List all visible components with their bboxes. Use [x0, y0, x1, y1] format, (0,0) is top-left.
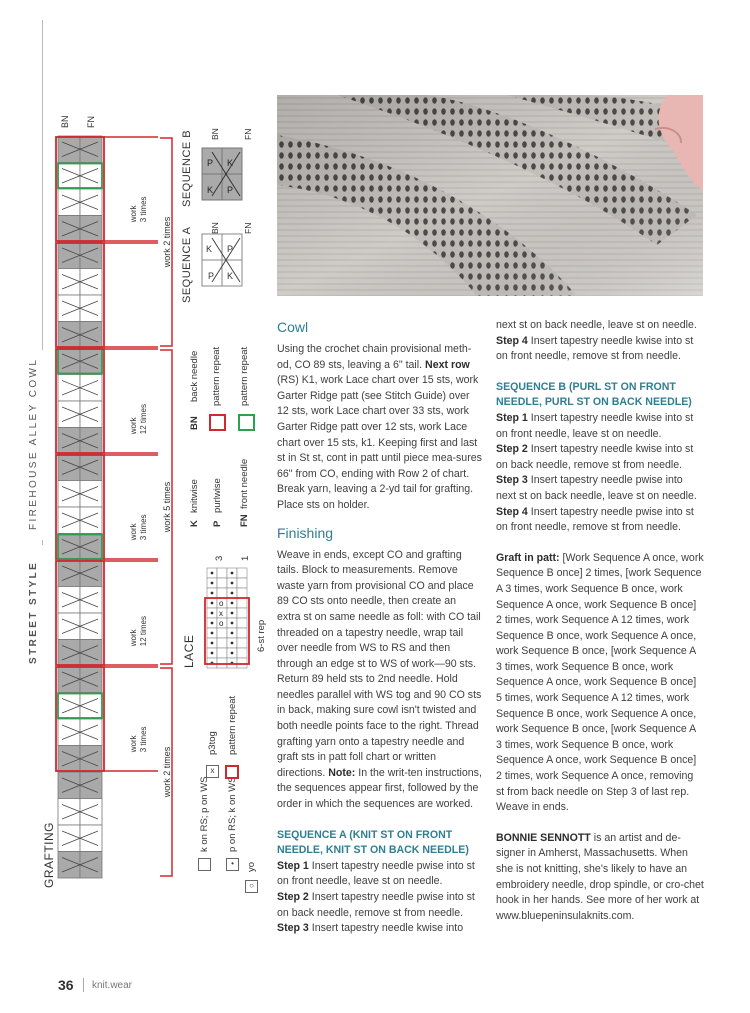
graft-cell-bn [58, 136, 80, 163]
text-column-2 [496, 318, 704, 924]
cowl-photo [277, 95, 703, 296]
graft-cell-bn [58, 587, 80, 614]
sequence-a-heading: SEQUENCE A (KNIT ST ON FRONT NEEDLE, KNIT ST ON BACK NEEDLE) [277, 828, 469, 857]
graft-cell-bn [58, 401, 80, 428]
graft-cell-bn [58, 825, 80, 852]
graft-group-label: work12 times [129, 404, 148, 435]
cowl-heading: Cowl [277, 319, 309, 335]
sequence-a-step-3-cont: next st on back needle, leave st on needle. [496, 319, 697, 331]
graft-cell-bn [58, 666, 80, 693]
sequence-a-title: SEQUENCE A [181, 226, 193, 303]
graft-repeat-leader [104, 137, 158, 241]
graft-group-label: work3 times [129, 726, 148, 753]
lace-purl-dot [231, 592, 234, 595]
svg-text:K: K [206, 244, 213, 254]
graft-cell-fn [80, 481, 102, 508]
lace-purl-dot [231, 572, 234, 575]
lace-purl-dot [231, 602, 234, 605]
lace-purl-dot [211, 592, 214, 595]
sequence-b-chart [200, 146, 250, 204]
lace-row-3: 3 [214, 555, 225, 561]
legend-fn-text: front needle [239, 458, 250, 509]
graft-cell-bn [58, 560, 80, 587]
key-yo-text: yo [246, 861, 257, 872]
graft-cell-fn [80, 163, 102, 190]
cowl-instructions: Using the crochet chain provisional meth-od, CO 89 sts, leaving a 6" tail. Next row (RS) K1, work Lace chart over 15 sts, work Garter Ridge patt (see Stitch Guide) over 12 sts, work Lace chart over 33 sts, work Garter Ridge patt over 12 sts, work Lace chart over 15 sts, k1. Keeping first and last st in St st, cont in patt until piece mea-sures 66" from CO, ending with Row 2 of chart. Break yarn, leaving a 2-yd tail for grafting. Place sts on holder. [277, 343, 482, 511]
graft-cell-fn [80, 189, 102, 216]
lace-purl-dot [231, 632, 234, 635]
footer-divider [83, 978, 84, 992]
graft-cell-bn [58, 693, 80, 720]
grafting-chart [54, 132, 184, 922]
graft-cell-bn [58, 799, 80, 826]
grafting-fn-label: FN [86, 116, 96, 128]
graft-cell-bn [58, 640, 80, 667]
graft-cell-fn [80, 587, 102, 614]
lace-purl-dot [231, 622, 234, 625]
running-head-pattern: FIREHOUSE ALLEY COWL [28, 357, 39, 530]
lace-cell [237, 588, 247, 598]
graft-cell-bn [58, 454, 80, 481]
graft-group-label: work3 times [129, 196, 148, 223]
lace-cell [217, 568, 227, 578]
lace-cell [237, 648, 247, 658]
lace-cell [217, 658, 227, 668]
graft-cell-bn [58, 375, 80, 402]
lace-purl-dot [211, 602, 214, 605]
lace-cell [237, 628, 247, 638]
graft-cell-bn [58, 242, 80, 269]
svg-text:K: K [227, 271, 234, 281]
lace-title: LACE [182, 634, 196, 668]
graft-instructions: Graft in patt: [Work Sequence A once, work Sequence B once] 2 times, [work Sequence A 3 times, work Sequence B once, work Sequence A once, work Sequence B once] 2 times, work Sequence A 12 times, work Sequence B once, work Sequence A once, work Sequence B once, [work Sequence A 3 times, work Sequence B once, work Sequence A once, work Sequence B once] 5 times, work Sequence A 12 times, work Sequence B once, work Sequence A once, work Sequence B once, [work Sequence A 3 times, work Sequence B once, work Sequence A once, work Sequence B once] 2 times, work Sequence A once, removing st from back needle on Step 3 of last rep. Weave in ends. [496, 551, 704, 814]
lace-cell [217, 638, 227, 648]
lace-repeat-label: 6-st rep [256, 619, 267, 652]
graft-bracket-label: work 5 times [162, 481, 172, 533]
graft-cell-fn [80, 507, 102, 534]
graft-cell-bn [58, 163, 80, 190]
graft-cell-bn [58, 507, 80, 534]
graft-cell-bn [58, 428, 80, 455]
key-purl-text: p on RS; k on WS [227, 776, 238, 852]
lace-purl-dot [211, 572, 214, 575]
lace-cell [237, 618, 247, 628]
graft-group-label: work12 times [129, 616, 148, 647]
svg-text:P: P [208, 271, 215, 281]
lace-symbol: x [219, 609, 223, 618]
graft-cell-fn [80, 799, 102, 826]
graft-cell-fn [80, 852, 102, 879]
graft-cell-fn [80, 454, 102, 481]
lace-symbol: o [219, 619, 224, 628]
lace-purl-dot [211, 622, 214, 625]
graft-cell-bn [58, 216, 80, 243]
lace-cell [217, 588, 227, 598]
running-head-divider [42, 540, 43, 545]
sequence-b-fn-label: FN [243, 128, 253, 140]
graft-cell-fn [80, 295, 102, 322]
graft-cell-fn [80, 322, 102, 349]
lace-cell [237, 638, 247, 648]
sequence-a-step-3: Step 3 Insert tapestry needle kwise into [277, 922, 464, 935]
key-knit-box [198, 858, 211, 871]
legend-green-text: pattern repeat [239, 346, 250, 406]
graft-cell-fn [80, 640, 102, 667]
graft-repeat-leader [104, 561, 158, 665]
margin-rule [42, 20, 43, 350]
sequence-a-bn-label: BN [210, 222, 220, 234]
graft-cell-bn [58, 189, 80, 216]
lace-row-1: 1 [240, 555, 251, 561]
sequence-b-step-1: Step 1 Insert tapestry needle kwise into st on front needle, leave st on needle. [496, 411, 694, 440]
sequence-a-chart [200, 232, 250, 290]
graft-cell-fn [80, 746, 102, 773]
lace-purl-dot [211, 652, 214, 655]
graft-cell-fn [80, 613, 102, 640]
lace-purl-dot [211, 612, 214, 615]
key-repeat-swatch [225, 765, 239, 779]
graft-cell-bn [58, 746, 80, 773]
graft-cell-bn [58, 719, 80, 746]
sequence-b-bn-label: BN [210, 128, 220, 140]
page-number: 36 [58, 977, 74, 993]
graft-repeat-leader [104, 667, 158, 771]
finishing-instructions: Weave in ends, except CO and grafting tails. Block to measurements. Remove waste yarn from provisional CO and place 89 CO sts onto needle, then create an extra st on same needle as foll: with CO tail threaded on a tapestry needle, wrap tail over needle from WS to RS and then through an edge st to WS of work—90 sts. Return 89 held sts to 2nd needle. Hold needles parallel with WS tog and 90 CO sts in back, making sure cowl isn't twisted and both needle points face to the right. Thread grafting yarn onto a tapestry needle and graft sts in patt foll chart or written directions. Note: In the writ-ten instructions, the sequences appear first, followed by the order in which the sequences are worked. [277, 548, 482, 811]
key-purl-box: • [226, 858, 239, 871]
legend-p-text: purlwise [212, 478, 223, 513]
text-column-1 [277, 314, 482, 937]
legend-fn-key: FN [239, 514, 250, 527]
graft-cell-fn [80, 772, 102, 799]
graft-cell-bn [58, 772, 80, 799]
grafting-bn-label: BN [60, 115, 70, 128]
graft-cell-fn [80, 428, 102, 455]
sequence-a-step-4: Step 4 Insert tapestry needle kwise into st on front needle, remove st from needle. [496, 334, 694, 363]
graft-cell-fn [80, 348, 102, 375]
lace-purl-dot [231, 642, 234, 645]
running-head-section: STREET STYLE [28, 560, 39, 664]
sequence-b-step-2: Step 2 Insert tapestry needle kwise into st on back needle, remove st from needle. [496, 443, 694, 471]
graft-cell-fn [80, 825, 102, 852]
sequence-b-step-3: Step 3 Insert tapestry needle pwise into next st on back needle, leave st on needle. [496, 474, 697, 502]
lace-purl-dot [211, 642, 214, 645]
graft-cell-fn [80, 560, 102, 587]
graft-cell-bn [58, 534, 80, 561]
graft-cell-fn [80, 216, 102, 243]
legend-green-swatch [238, 414, 255, 431]
svg-text:P: P [207, 158, 214, 168]
finishing-heading: Finishing [277, 524, 334, 541]
graft-cell-bn [58, 613, 80, 640]
graft-cell-bn [58, 295, 80, 322]
key-repeat-text: pattern repeat [227, 695, 238, 755]
lace-cell [237, 568, 247, 578]
graft-cell-fn [80, 401, 102, 428]
legend-red-swatch [209, 414, 226, 431]
graft-repeat-leader [104, 243, 158, 347]
key-p3tog-box: x [206, 765, 219, 778]
lace-chart [199, 564, 255, 676]
svg-text:P: P [227, 185, 234, 195]
lace-cell [237, 578, 247, 588]
designer-bio: BONNIE SENNOTT is an artist and de-signer in Amherst, Massachusetts. When she is not knitting, she's likely to have an embroidery needle, drop spindle, or cro-chet hook in her hands. See more of her work at www.bluepeninsulaknits.com. [496, 831, 704, 922]
lace-cell [237, 658, 247, 668]
graft-cell-bn [58, 348, 80, 375]
lace-cell [217, 648, 227, 658]
legend-k-text: knitwise [189, 479, 200, 513]
graft-cell-fn [80, 242, 102, 269]
legend-k-key: K [189, 520, 200, 527]
svg-text:P: P [227, 244, 234, 254]
graft-cell-fn [80, 136, 102, 163]
graft-bracket-label: work 2 times [162, 746, 172, 798]
key-yo-box: ○ [245, 880, 258, 893]
sequence-b-title: SEQUENCE B [181, 129, 193, 207]
lace-purl-dot [231, 612, 234, 615]
key-knit-text: k on RS; p on WS [199, 776, 210, 852]
graft-cell-fn [80, 269, 102, 296]
lace-purl-dot [231, 652, 234, 655]
graft-cell-bn [58, 481, 80, 508]
graft-bracket-label: work 2 times [162, 216, 172, 268]
graft-cell-fn [80, 693, 102, 720]
legend-bn-key: BN [189, 416, 200, 430]
key-p3tog-text: p3tog [207, 731, 218, 755]
graft-repeat-leader [104, 349, 158, 453]
graft-cell-bn [58, 269, 80, 296]
lace-cell [217, 578, 227, 588]
svg-text:K: K [227, 158, 234, 168]
graft-cell-fn [80, 534, 102, 561]
grafting-title: GRAFTING [42, 822, 56, 888]
graft-repeat-leader [104, 455, 158, 559]
lace-cell [237, 598, 247, 608]
graft-cell-fn [80, 719, 102, 746]
sequence-a-step-2: Step 2 Insert tapestry needle pwise into st on back needle, remove st from needle. [277, 891, 475, 919]
lace-purl-dot [211, 582, 214, 585]
svg-text:K: K [207, 185, 214, 195]
lace-cell [217, 628, 227, 638]
graft-cell-bn [58, 852, 80, 879]
graft-cell-bn [58, 322, 80, 349]
sequence-b-step-4: Step 4 Insert tapestry needle pwise into st on front needle, remove st from needle. [496, 505, 694, 534]
magazine-name: knit.wear [92, 980, 133, 991]
sequence-b-heading: SEQUENCE B (PURL ST ON FRONT NEEDLE, PURL ST ON BACK NEEDLE) [496, 380, 692, 409]
lace-cell [237, 608, 247, 618]
lace-purl-dot [231, 582, 234, 585]
sequence-a-step-1: Step 1 Insert tapestry needle pwise into st on front needle, leave st on needle. [277, 859, 475, 888]
legend-red-text: pattern repeat [211, 346, 222, 406]
graft-cell-fn [80, 375, 102, 402]
graft-cell-fn [80, 666, 102, 693]
legend-bn-text: back needle [189, 350, 200, 402]
graft-group-label: work3 times [129, 514, 148, 541]
legend-p-key: P [212, 520, 223, 527]
lace-symbol: o [219, 599, 224, 608]
sequence-a-fn-label: FN [243, 222, 253, 234]
lace-purl-dot [211, 632, 214, 635]
